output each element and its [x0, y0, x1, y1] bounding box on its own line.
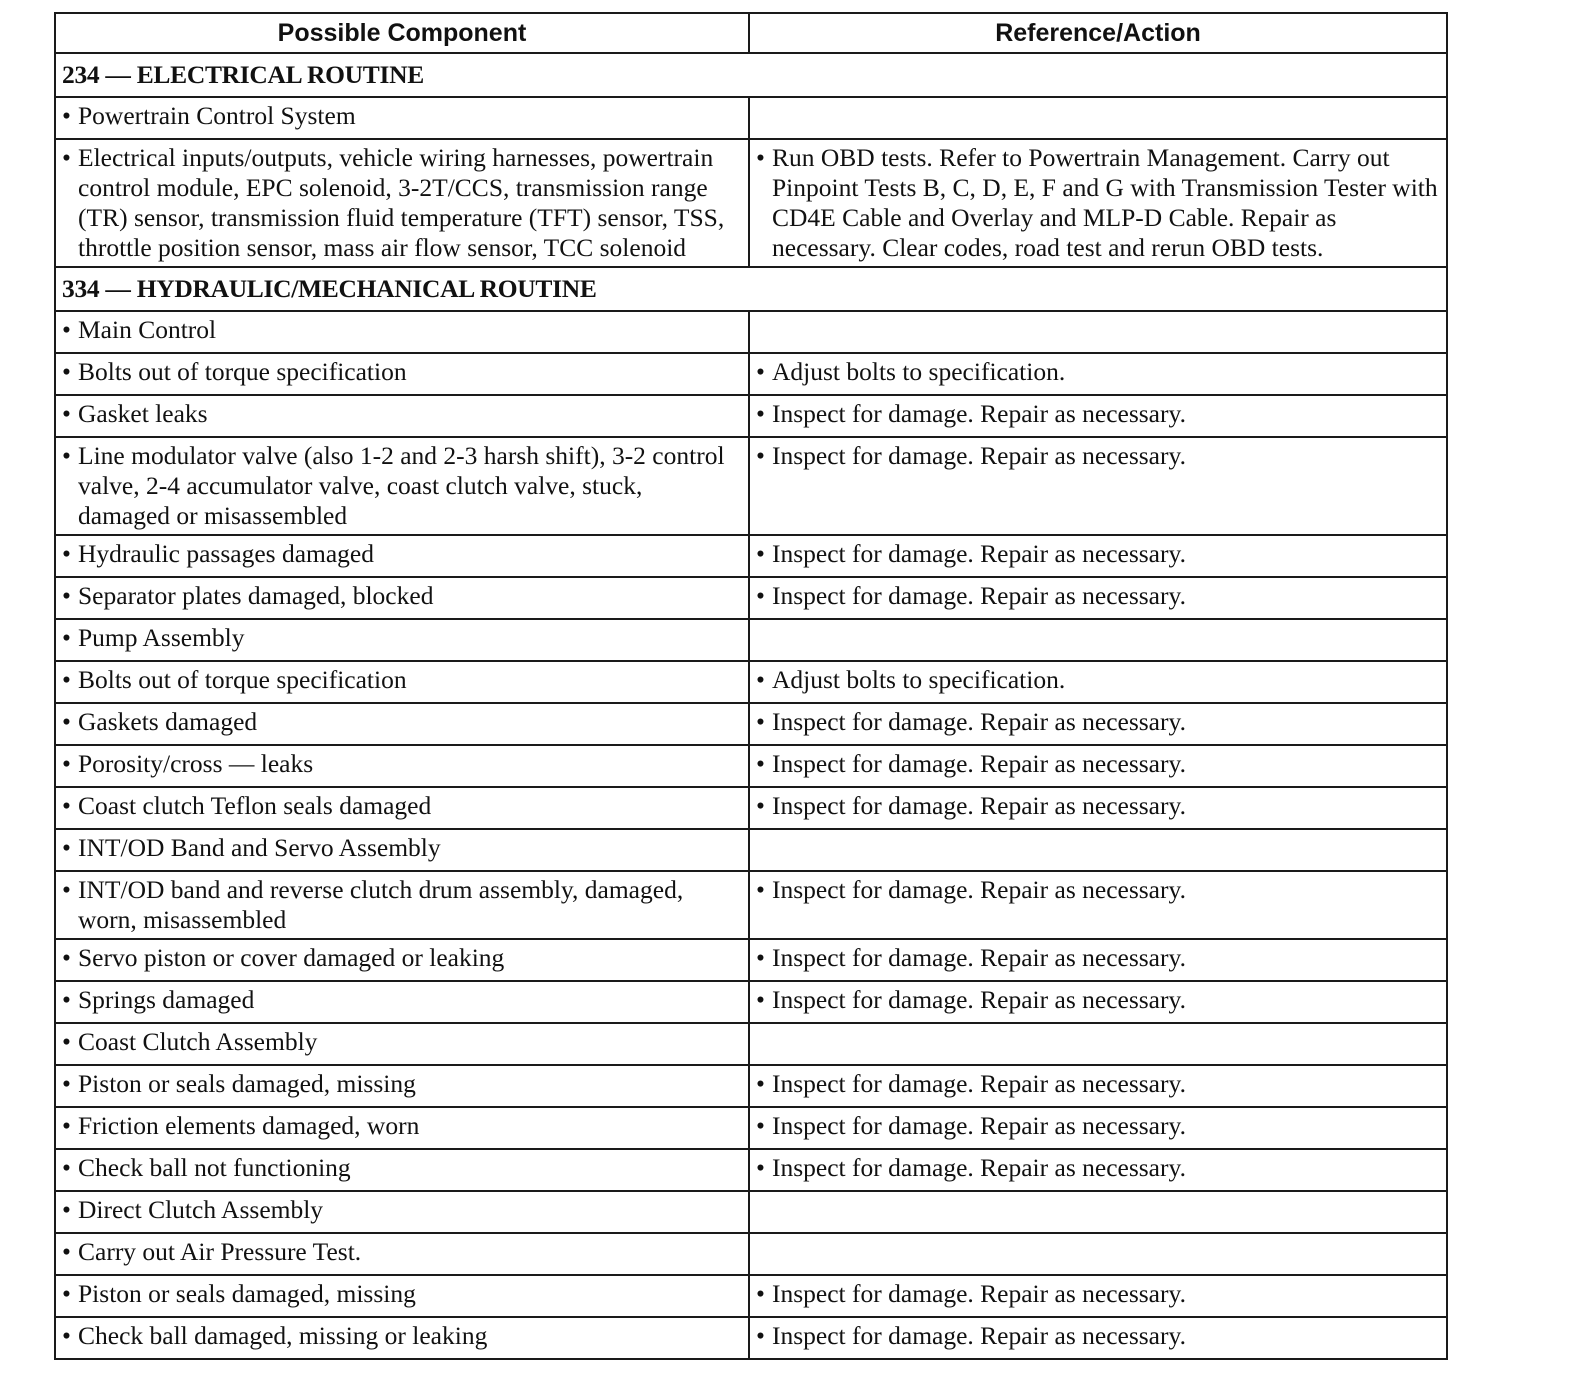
component-cell [55, 1233, 749, 1275]
table-row [55, 981, 1447, 1023]
bullet-icon: • [756, 357, 765, 386]
action-cell [749, 353, 1447, 395]
component-cell [55, 1107, 749, 1149]
action-text: Inspect for damage. Repair as necessary. [772, 875, 1186, 904]
table-row [55, 1023, 1447, 1065]
component-text: Check ball damaged, missing or leaking [78, 1321, 488, 1350]
table-row [55, 97, 1447, 139]
component-cell [55, 1275, 749, 1317]
component-text: Line modulator valve (also 1-2 and 2-3 harsh shift), 3-2 control valve, 2-4 accumulator valve, coast clutch valve, stuck, damaged or misassembled [78, 441, 725, 530]
action-cell [749, 1107, 1447, 1149]
bulleted-text [62, 315, 740, 345]
table-row [55, 619, 1447, 661]
bullet-icon: • [756, 791, 765, 820]
bulleted-text [756, 665, 1438, 695]
bullet-icon: • [756, 143, 765, 172]
bullet-icon: • [62, 749, 71, 778]
bulleted-text [756, 399, 1438, 429]
bullet-icon: • [62, 623, 71, 652]
component-cell [55, 939, 749, 981]
bullet-icon: • [62, 833, 71, 862]
component-text: Coast clutch Teflon seals damaged [78, 791, 432, 820]
action-cell [749, 1233, 1447, 1275]
bullet-icon: • [62, 1069, 71, 1098]
bullet-icon: • [62, 1195, 71, 1224]
table-row [55, 1317, 1447, 1359]
component-cell [55, 577, 749, 619]
table-row [55, 661, 1447, 703]
bullet-icon: • [756, 1279, 765, 1308]
component-text: Springs damaged [78, 985, 255, 1014]
table-row [55, 395, 1447, 437]
component-text: Gasket leaks [78, 399, 208, 428]
component-cell [55, 981, 749, 1023]
bulleted-text [756, 441, 1438, 471]
section-row [55, 53, 1447, 97]
table-row [55, 703, 1447, 745]
table-row [55, 1107, 1447, 1149]
bullet-icon: • [62, 357, 71, 386]
header-reference-action: Reference/Action [749, 13, 1447, 53]
table-row [55, 437, 1447, 535]
component-text: Hydraulic passages damaged [78, 539, 374, 568]
section-heading: 334 — HYDRAULIC/MECHANICAL ROUTINE [55, 267, 1447, 311]
component-text: Piston or seals damaged, missing [78, 1069, 416, 1098]
bullet-icon: • [756, 665, 765, 694]
action-text: Inspect for damage. Repair as necessary. [772, 1153, 1186, 1182]
component-cell [55, 745, 749, 787]
table-row [55, 139, 1447, 267]
component-cell [55, 661, 749, 703]
bulleted-text [62, 623, 740, 653]
bulleted-text [62, 985, 740, 1015]
table-row [55, 1149, 1447, 1191]
component-text: Carry out Air Pressure Test. [78, 1237, 362, 1266]
bulleted-text [62, 749, 740, 779]
action-cell [749, 1023, 1447, 1065]
table-row [55, 1275, 1447, 1317]
action-text: Inspect for damage. Repair as necessary. [772, 1069, 1186, 1098]
bulleted-text [62, 791, 740, 821]
action-text: Inspect for damage. Repair as necessary. [772, 1111, 1186, 1140]
component-text: Direct Clutch Assembly [78, 1195, 324, 1224]
header-possible-component: Possible Component [55, 13, 749, 53]
bullet-icon: • [62, 399, 71, 428]
diagnosis-table [54, 12, 1448, 1360]
action-text: Inspect for damage. Repair as necessary. [772, 1279, 1186, 1308]
action-cell [749, 395, 1447, 437]
component-cell [55, 703, 749, 745]
bulleted-text [62, 707, 740, 737]
action-cell [749, 311, 1447, 353]
action-text: Adjust bolts to specification. [772, 665, 1066, 694]
bulleted-text [756, 1069, 1438, 1099]
action-text: Inspect for damage. Repair as necessary. [772, 985, 1186, 1014]
bulleted-text [756, 791, 1438, 821]
component-text: Porosity/cross — leaks [78, 749, 314, 778]
bullet-icon: • [62, 1111, 71, 1140]
section-row [55, 267, 1447, 311]
component-cell [55, 353, 749, 395]
component-cell [55, 871, 749, 939]
component-text: Electrical inputs/outputs, vehicle wiring harnesses, powertrain control module, EPC solenoid, 3-2T/CCS, transmission range (TR) sensor, transmission fluid temperature (TFT) sensor, TSS, throttle position sensor, mass air flow sensor, TCC solenoid [78, 143, 725, 262]
bulleted-text [62, 1195, 740, 1225]
table-row [55, 1233, 1447, 1275]
action-text: Inspect for damage. Repair as necessary. [772, 539, 1186, 568]
component-cell [55, 829, 749, 871]
component-cell [55, 97, 749, 139]
bulleted-text [62, 1279, 740, 1309]
bulleted-text [756, 581, 1438, 611]
table-row [55, 535, 1447, 577]
component-cell [55, 437, 749, 535]
action-cell [749, 1149, 1447, 1191]
table-row [55, 829, 1447, 871]
action-text: Inspect for damage. Repair as necessary. [772, 1321, 1186, 1350]
table-row [55, 353, 1447, 395]
bullet-icon: • [62, 1027, 71, 1056]
action-text: Inspect for damage. Repair as necessary. [772, 791, 1186, 820]
bulleted-text [756, 1111, 1438, 1141]
bullet-icon: • [756, 875, 765, 904]
bulleted-text [756, 1153, 1438, 1183]
bulleted-text [62, 1237, 740, 1267]
bulleted-text [62, 357, 740, 387]
action-cell [749, 619, 1447, 661]
component-text: Powertrain Control System [78, 101, 356, 130]
component-cell [55, 1191, 749, 1233]
bulleted-text [756, 985, 1438, 1015]
table-row [55, 1191, 1447, 1233]
bullet-icon: • [756, 1069, 765, 1098]
bulleted-text [62, 833, 740, 863]
bullet-icon: • [62, 1237, 71, 1266]
bullet-icon: • [756, 985, 765, 1014]
action-cell [749, 535, 1447, 577]
bulleted-text [62, 875, 740, 935]
action-cell [749, 745, 1447, 787]
bullet-icon: • [756, 943, 765, 972]
bulleted-text [62, 1153, 740, 1183]
bulleted-text [756, 943, 1438, 973]
component-text: Friction elements damaged, worn [78, 1111, 420, 1140]
bulleted-text [62, 399, 740, 429]
bulleted-text [62, 101, 740, 131]
bullet-icon: • [62, 143, 71, 172]
bulleted-text [756, 357, 1438, 387]
table-row [55, 745, 1447, 787]
component-cell [55, 139, 749, 267]
bulleted-text [62, 1321, 740, 1351]
bullet-icon: • [62, 1153, 71, 1182]
action-cell [749, 577, 1447, 619]
component-cell [55, 311, 749, 353]
action-text: Inspect for damage. Repair as necessary. [772, 399, 1186, 428]
bulleted-text [756, 749, 1438, 779]
bullet-icon: • [62, 101, 71, 130]
action-cell [749, 97, 1447, 139]
bullet-icon: • [756, 581, 765, 610]
component-text: Separator plates damaged, blocked [78, 581, 434, 610]
bulleted-text [62, 143, 740, 263]
bullet-icon: • [756, 749, 765, 778]
bulleted-text [756, 1321, 1438, 1351]
action-cell [749, 939, 1447, 981]
table-body [55, 53, 1447, 1359]
bulleted-text [62, 1111, 740, 1141]
action-cell [749, 703, 1447, 745]
bulleted-text [756, 1279, 1438, 1309]
action-cell [749, 661, 1447, 703]
component-text: Main Control [78, 315, 217, 344]
component-text: Piston or seals damaged, missing [78, 1279, 416, 1308]
section-heading: 234 — ELECTRICAL ROUTINE [55, 53, 1447, 97]
bullet-icon: • [62, 791, 71, 820]
bullet-icon: • [62, 985, 71, 1014]
bullet-icon: • [756, 441, 765, 470]
bullet-icon: • [62, 1279, 71, 1308]
bulleted-text [62, 1069, 740, 1099]
bullet-icon: • [756, 539, 765, 568]
component-text: INT/OD Band and Servo Assembly [78, 833, 441, 862]
bullet-icon: • [756, 1111, 765, 1140]
bullet-icon: • [62, 441, 71, 470]
bullet-icon: • [756, 707, 765, 736]
component-cell [55, 619, 749, 661]
table-row [55, 1065, 1447, 1107]
action-cell [749, 829, 1447, 871]
table-row [55, 939, 1447, 981]
action-text: Inspect for damage. Repair as necessary. [772, 707, 1186, 736]
bulleted-text [62, 539, 740, 569]
action-text: Inspect for damage. Repair as necessary. [772, 441, 1186, 470]
component-cell [55, 1317, 749, 1359]
bullet-icon: • [62, 1321, 71, 1350]
component-cell [55, 1149, 749, 1191]
bullet-icon: • [756, 399, 765, 428]
bullet-icon: • [62, 315, 71, 344]
component-text: Check ball not functioning [78, 1153, 351, 1182]
component-cell [55, 1023, 749, 1065]
component-text: Coast Clutch Assembly [78, 1027, 318, 1056]
action-cell [749, 1065, 1447, 1107]
bulleted-text [756, 875, 1438, 905]
component-text: Pump Assembly [78, 623, 245, 652]
component-cell [55, 395, 749, 437]
bulleted-text [62, 441, 740, 531]
bulleted-text [756, 539, 1438, 569]
bulleted-text [62, 665, 740, 695]
bullet-icon: • [62, 539, 71, 568]
action-cell [749, 1191, 1447, 1233]
action-text: Inspect for damage. Repair as necessary. [772, 943, 1186, 972]
bulleted-text [756, 143, 1438, 263]
component-text: Bolts out of torque specification [78, 357, 407, 386]
table-row [55, 787, 1447, 829]
bulleted-text [62, 943, 740, 973]
bullet-icon: • [756, 1153, 765, 1182]
action-cell [749, 787, 1447, 829]
bullet-icon: • [62, 581, 71, 610]
table-row [55, 577, 1447, 619]
bulleted-text [756, 707, 1438, 737]
action-cell [749, 1317, 1447, 1359]
header-row [55, 13, 1447, 53]
component-text: INT/OD band and reverse clutch drum assembly, damaged, worn, misassembled [78, 875, 684, 934]
bullet-icon: • [756, 1321, 765, 1350]
action-cell [749, 139, 1447, 267]
bulleted-text [62, 581, 740, 611]
action-cell [749, 1275, 1447, 1317]
component-text: Bolts out of torque specification [78, 665, 407, 694]
action-text: Run OBD tests. Refer to Powertrain Management. Carry out Pinpoint Tests B, C, D, E, F and G with Transmission Tester with CD4E Cable and Overlay and MLP-D Cable. Repair as necessary. Clear codes, road test and rerun OBD tests. [772, 143, 1438, 262]
component-cell [55, 1065, 749, 1107]
action-text: Inspect for damage. Repair as necessary. [772, 581, 1186, 610]
bullet-icon: • [62, 875, 71, 904]
table-row [55, 871, 1447, 939]
bullet-icon: • [62, 943, 71, 972]
bullet-icon: • [62, 707, 71, 736]
action-text: Adjust bolts to specification. [772, 357, 1066, 386]
component-text: Servo piston or cover damaged or leaking [78, 943, 505, 972]
action-text: Inspect for damage. Repair as necessary. [772, 749, 1186, 778]
component-cell [55, 787, 749, 829]
component-text: Gaskets damaged [78, 707, 258, 736]
action-cell [749, 981, 1447, 1023]
bulleted-text [62, 1027, 740, 1057]
bullet-icon: • [62, 665, 71, 694]
component-cell [55, 535, 749, 577]
table-row [55, 311, 1447, 353]
action-cell [749, 437, 1447, 535]
action-cell [749, 871, 1447, 939]
